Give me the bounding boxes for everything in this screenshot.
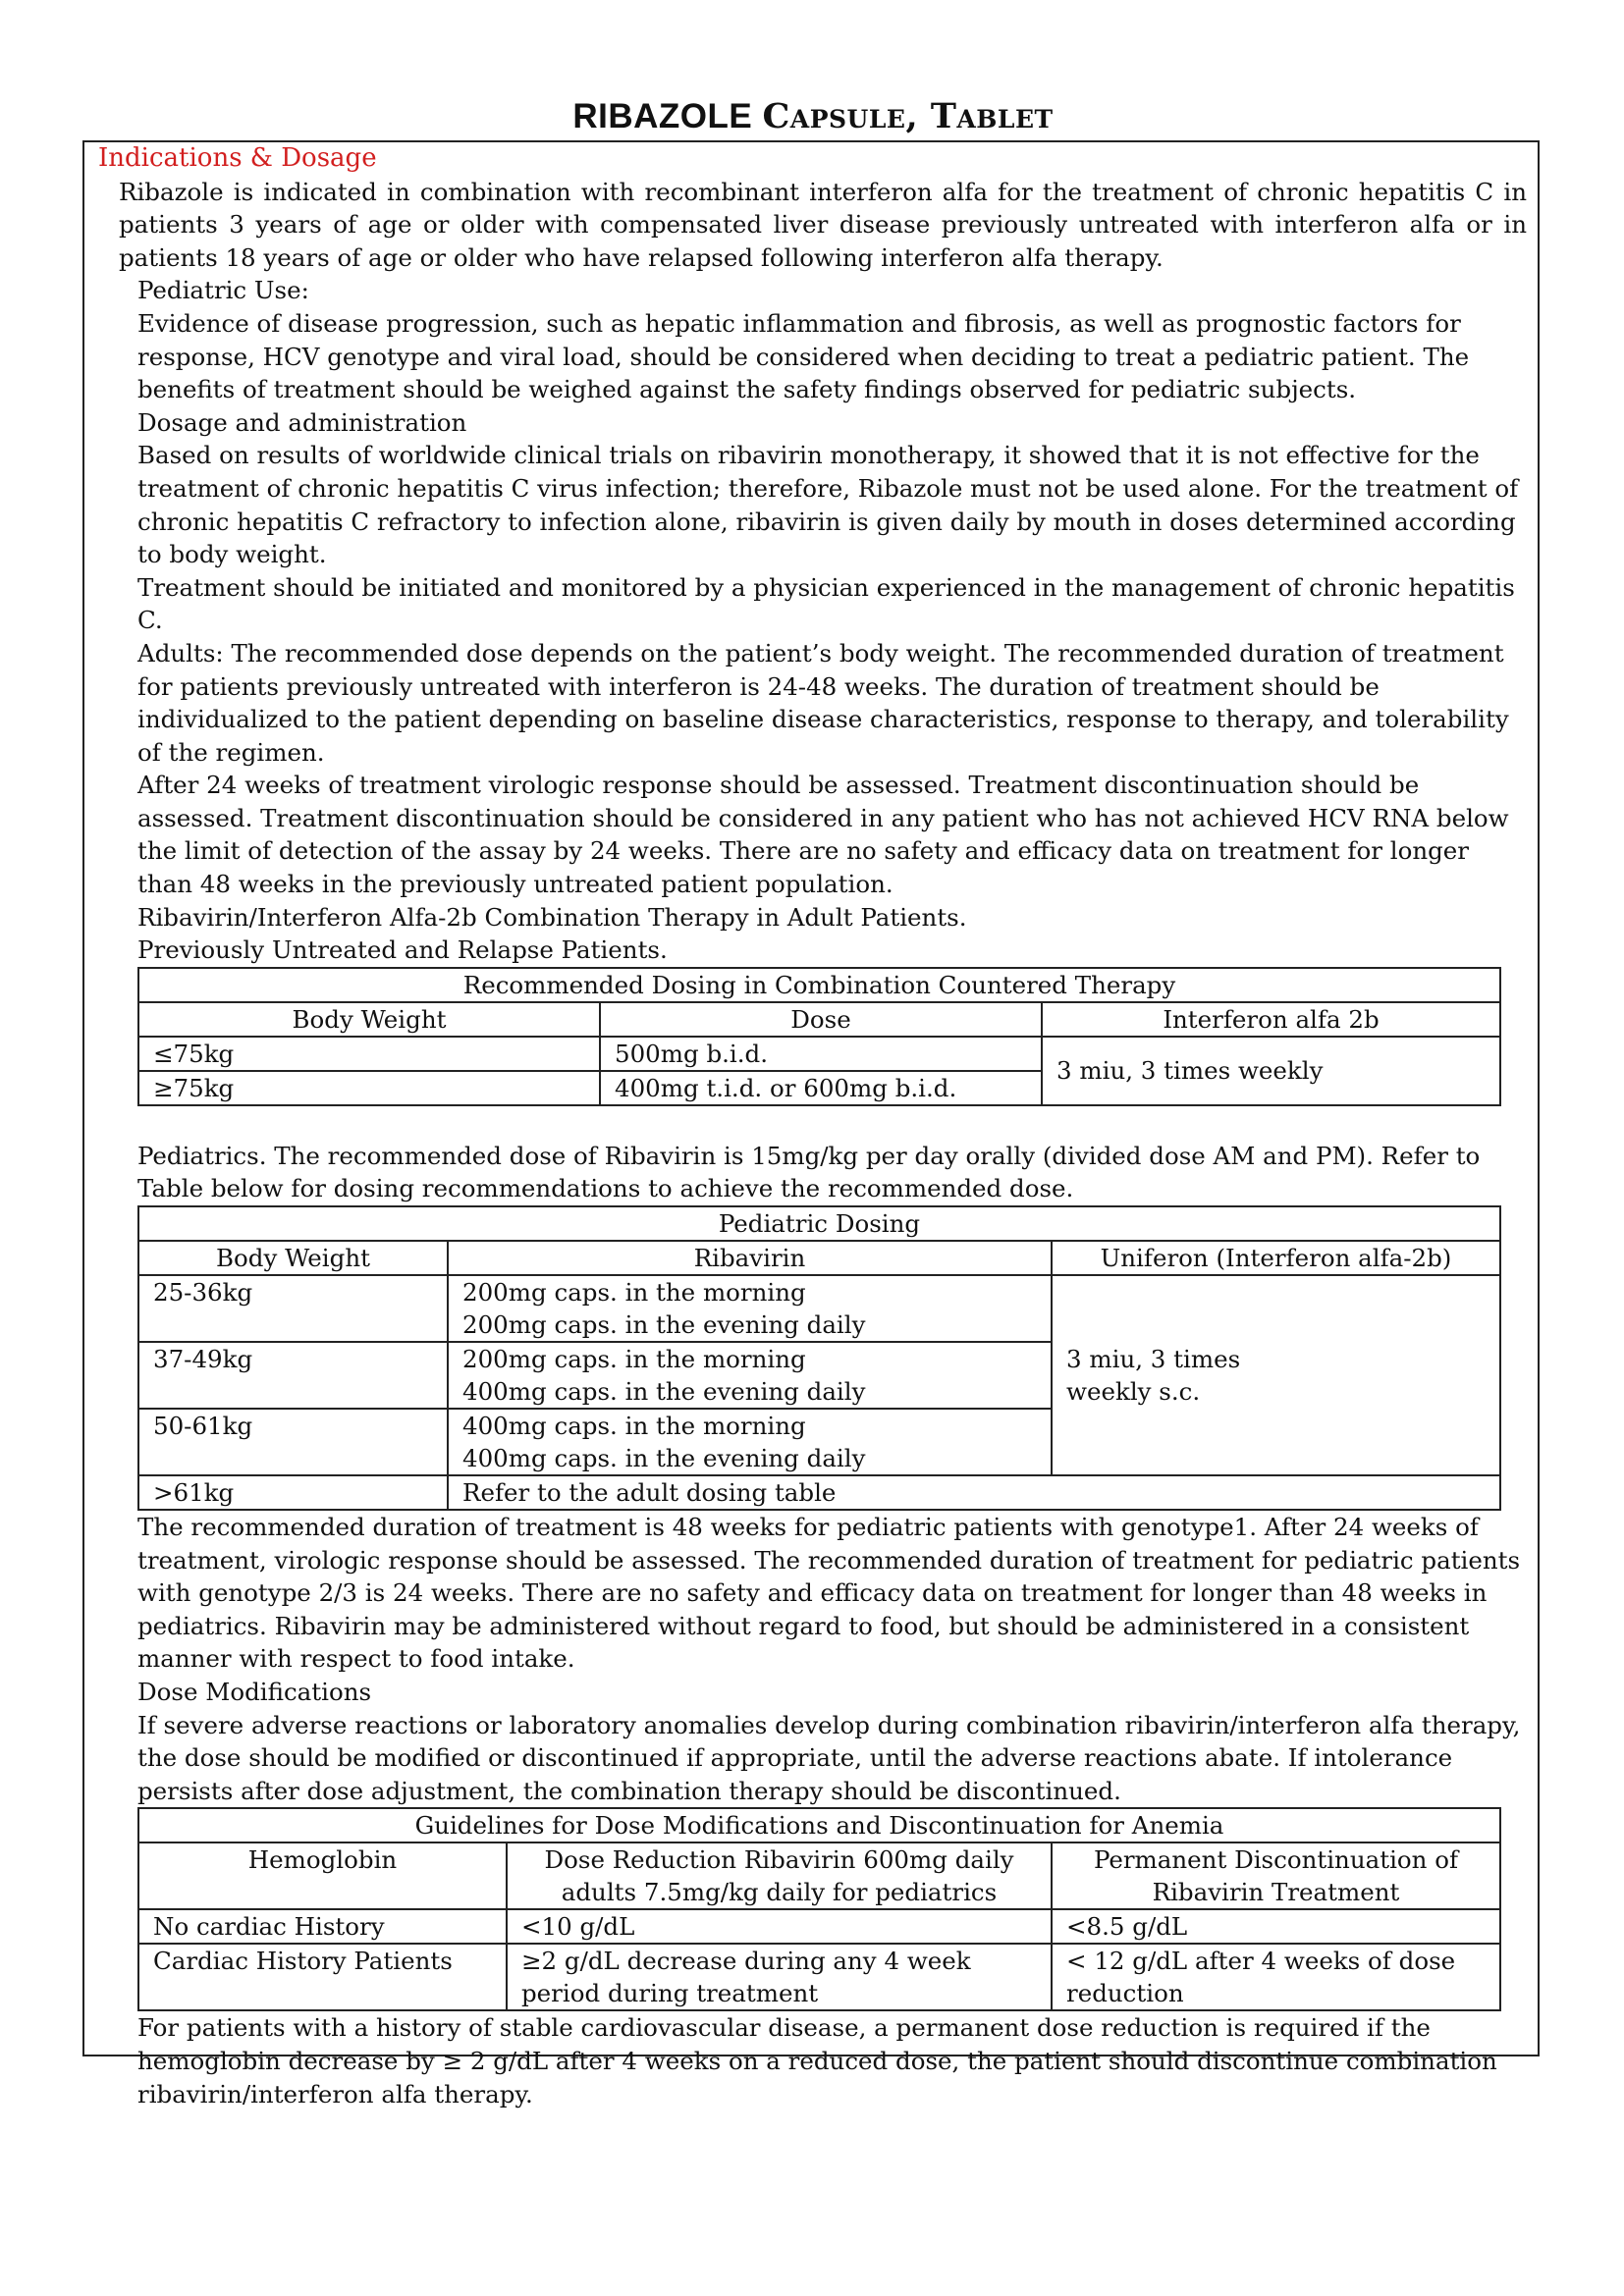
interferon-cell: 3 miu, 3 times weekly xyxy=(1042,1037,1500,1105)
combination-dosing-table xyxy=(137,967,1501,1106)
closing-paragraph: For patients with a history of stable cardiovascular disease, a permanent dose reduction is required if the hemoglobin decrease by ≥ 2 g/dL after 4 weeks on a reduced dose, the patient should discontinue combination ribavirin/interferon alfa therapy. xyxy=(137,2013,1497,2109)
ribavirin-cell: Refer to the adult dosing table xyxy=(448,1475,1500,1510)
pediatric-use-text: Evidence of disease progression, such as hepatic inflammation and fibrosis, as well as prognostic factors for response, HCV genotype and viral load, should be considered when deciding to treat a pediatric patient. The benefits of treatment should be weighed against the safety findings observed for pediatric subjects. xyxy=(137,308,1470,404)
column-header: Body Weight xyxy=(138,1241,448,1275)
dosage-paragraph-3: Adults: The recommended dose depends on the patient’s body weight. The recommended duration of treatment for patients previously untreated with interferon is 24-48 weeks. The duration of treatment should be individualized to the patient depending on baseline disease characteristics, response to therapy, and tolerability of the regimen. xyxy=(137,638,1509,767)
dose-cell: 400mg t.i.d. or 600mg b.i.d. xyxy=(600,1071,1042,1105)
weight-cell: ≤75kg xyxy=(138,1037,600,1071)
ribavirin-cell xyxy=(448,1275,1052,1342)
cell-line: weekly s.c. xyxy=(1066,1377,1201,1407)
column-header: Interferon alfa 2b xyxy=(1042,1002,1500,1037)
pediatrics-intro: Pediatrics. The recommended dose of Ribavirin is 15mg/kg per day orally (divided dose AM and PM). Refer to Table below for dosing recommendations to achieve the recommended dose. xyxy=(137,1141,1481,1203)
cell-line: 200mg caps. in the evening daily xyxy=(462,1310,866,1340)
header-line: Permanent Discontinuation of xyxy=(1093,1845,1459,1875)
discontinuation-cell: <8.5 g/dL xyxy=(1052,1909,1500,1944)
weight-cell: 50-61kg xyxy=(138,1409,448,1475)
column-header xyxy=(1052,1842,1500,1909)
weight-cell: >61kg xyxy=(138,1475,448,1510)
pediatric-dosing-table xyxy=(137,1205,1501,1511)
column-header xyxy=(507,1842,1052,1909)
title-main: RIBAZOLE xyxy=(572,97,753,135)
table-row xyxy=(138,1037,1500,1071)
dose-reduction-cell: ≥2 g/dL decrease during any 4 week period during treatment xyxy=(507,1944,1052,2010)
header-line: Dose Reduction Ribavirin 600mg daily xyxy=(544,1845,1014,1875)
column-header: Hemoglobin xyxy=(138,1842,507,1909)
dose-modifications-heading: Dose Modifications xyxy=(137,1678,372,1706)
header-line: Ribavirin Treatment xyxy=(1152,1878,1400,1907)
column-header: Uniferon (Interferon alfa-2b) xyxy=(1052,1241,1500,1275)
dosage-paragraph-2: Treatment should be initiated and monitored by a physician experienced in the management of chronic hepatitis C. xyxy=(137,572,1515,635)
title-sub: Capsule, Tablet xyxy=(762,96,1054,136)
discontinuation-cell: < 12 g/dL after 4 weeks of dose reduction xyxy=(1052,1944,1500,2010)
ribavirin-cell xyxy=(448,1342,1052,1409)
dosage-paragraph-4: After 24 weeks of treatment virologic response should be assessed. Treatment discontinuation should be assessed. Treatment discontinuation should be considered in any patient who has not achieved HCV RNA below the limit of detection of the assay by 24 weeks. There are no safety and efficacy data on treatment for longer than 48 weeks in the previously untreated patient population. xyxy=(137,771,1509,899)
document-body xyxy=(98,142,1527,2110)
hemoglobin-cell: Cardiac History Patients xyxy=(138,1944,507,2010)
dosage-heading: Dosage and administration xyxy=(137,407,467,437)
cell-line: 3 miu, 3 times xyxy=(1066,1345,1241,1374)
dose-modifications-text: If severe adverse reactions or laboratory anomalies develop during combination ribavirin/interferon alfa therapy, the dose should be modified or discontinued if appropriate, until the adverse reactions abate. If intolerance persists after dose adjustment, the combination therapy should be discontinued. xyxy=(137,1710,1521,1805)
uniferon-cell xyxy=(1052,1275,1500,1475)
column-header: Body Weight xyxy=(138,1002,600,1037)
table-caption: Recommended Dosing in Combination Countered Therapy xyxy=(138,968,1500,1002)
document-title xyxy=(82,96,1543,136)
dosage-paragraph-1: Based on results of worldwide clinical trials on ribavirin monotherapy, it showed that it is not effective for the treatment of chronic hepatitis C virus infection; therefore, Ribazole must not be used alone. For the treatment of chronic hepatitis C refractory to infection alone, ribavirin is given daily by mouth in doses determined according to body weight. xyxy=(137,441,1519,569)
cell-line: 200mg caps. in the morning xyxy=(462,1345,806,1374)
table-row xyxy=(138,1275,1500,1342)
section-heading: Indications & Dosage xyxy=(98,143,377,173)
cell-line: 400mg caps. in the evening daily xyxy=(462,1444,866,1473)
pediatric-use-heading: Pediatric Use: xyxy=(137,276,309,305)
anemia-guidelines-table xyxy=(137,1807,1501,2011)
dose-cell: 500mg b.i.d. xyxy=(600,1037,1042,1071)
dosage-paragraph-6: Previously Untreated and Relapse Patients. xyxy=(137,935,668,965)
table-row xyxy=(138,1944,1500,2010)
hemoglobin-cell: No cardiac History xyxy=(138,1909,507,1944)
ribavirin-cell xyxy=(448,1409,1052,1475)
dosage-paragraph-5: Ribavirin/Interferon Alfa-2b Combination Therapy in Adult Patients. xyxy=(137,902,967,932)
weight-cell: ≥75kg xyxy=(138,1071,600,1105)
cell-line: 400mg caps. in the evening daily xyxy=(462,1377,866,1407)
dose-reduction-cell: <10 g/dL xyxy=(507,1909,1052,1944)
table-row xyxy=(138,1909,1500,1944)
column-header: Ribavirin xyxy=(448,1241,1052,1275)
header-line: adults 7.5mg/kg daily for pediatrics xyxy=(561,1878,998,1907)
table-caption: Pediatric Dosing xyxy=(138,1206,1500,1241)
column-header: Dose xyxy=(600,1002,1042,1037)
table-row xyxy=(138,1475,1500,1510)
cell-line: 200mg caps. in the morning xyxy=(462,1278,806,1308)
weight-cell: 37-49kg xyxy=(138,1342,448,1409)
weight-cell: 25-36kg xyxy=(138,1275,448,1342)
cell-line: 400mg caps. in the morning xyxy=(462,1412,806,1441)
pediatrics-duration: The recommended duration of treatment is 48 weeks for pediatric patients with genotype1. After 24 weeks of treatment, virologic response should be assessed. The recommended duration of treatment for pediatric patients with genotype 2/3 is 24 weeks. There are no safety and efficacy data on treatment for longer than 48 weeks in pediatrics. Ribavirin may be administered without regard to food, but should be administered in a consistent manner with respect to food intake. xyxy=(137,1513,1521,1674)
table-caption: Guidelines for Dose Modifications and Discontinuation for Anemia xyxy=(138,1808,1500,1842)
intro-paragraph: Ribazole is indicated in combination with recombinant interferon alfa for the treatment of chronic hepatitis C in patients 3 years of age or older with compensated liver disease previously untreated with interferon alfa or in patients 18 years of age or older who have relapsed following interferon alfa therapy. xyxy=(119,177,1527,272)
